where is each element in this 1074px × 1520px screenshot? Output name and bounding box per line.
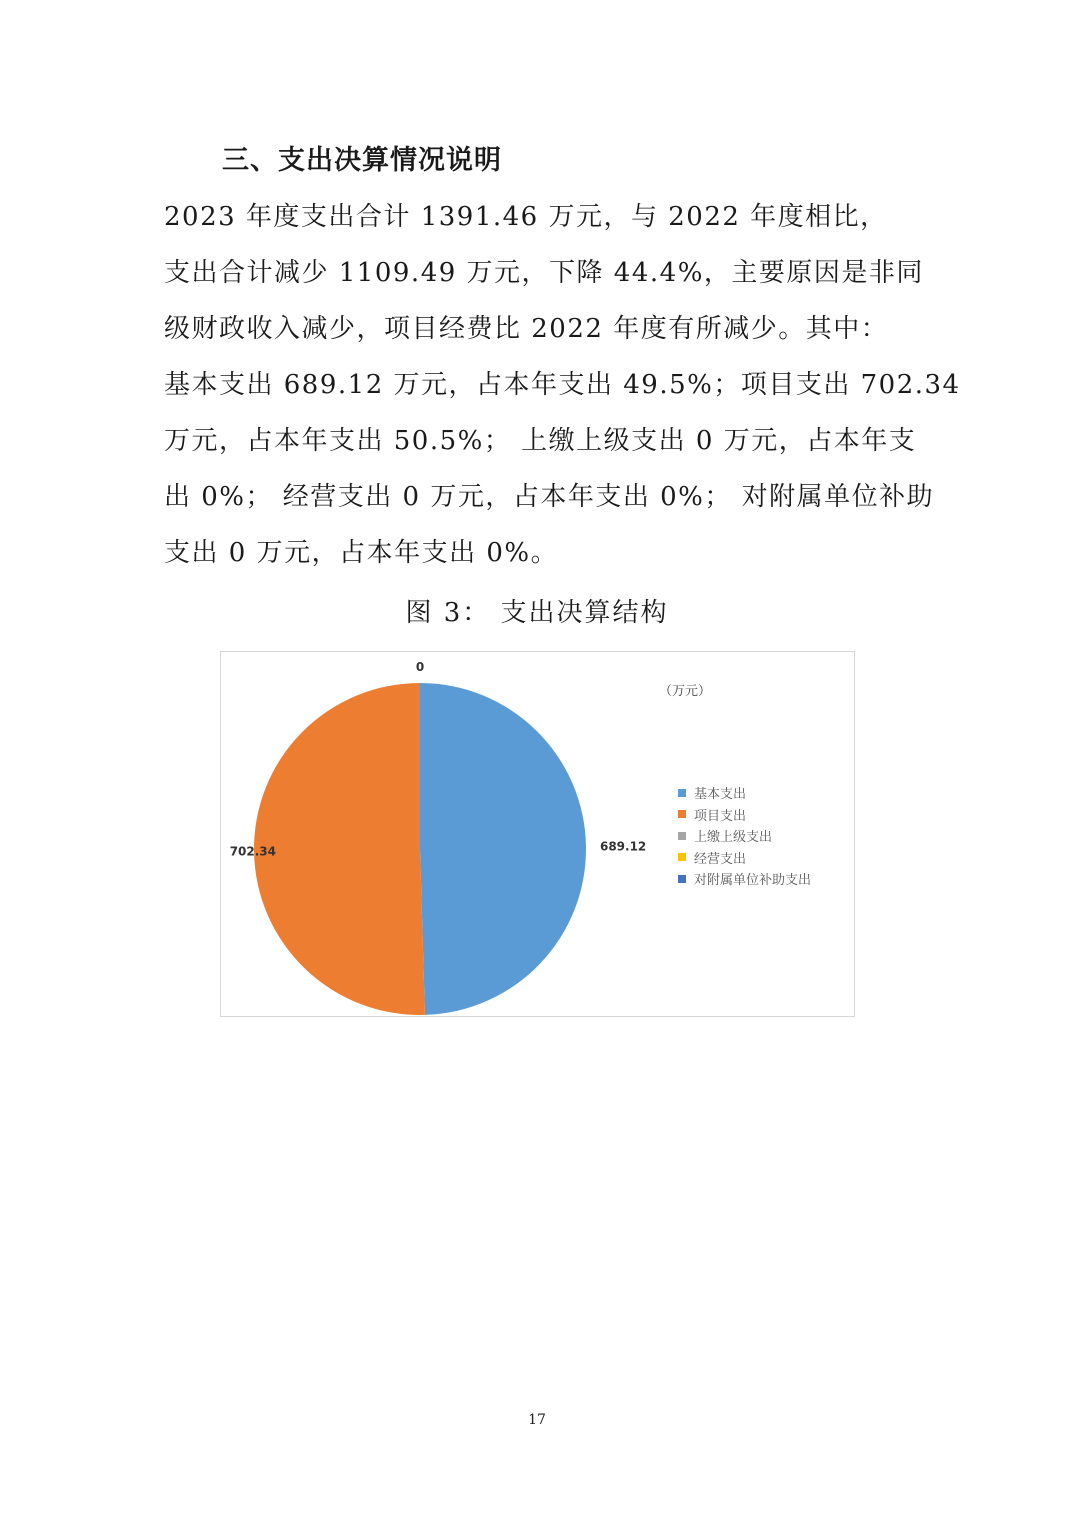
legend-swatch	[678, 875, 686, 883]
legend-swatch	[678, 789, 686, 797]
paragraph-line: 基本支出 689.12 万元，占本年支出 49.5%；项目支出 702.34	[164, 370, 961, 400]
paragraph-line: 2023 年度支出合计 1391.46 万元，与 2022 年度相比，	[164, 202, 888, 232]
section-heading: 三、支出决算情况说明	[222, 145, 502, 176]
data-label: 689.12	[599, 839, 647, 854]
paragraph-line: 万元，占本年支出 50.5%； 上缴上级支出 0 万元，占本年支	[164, 426, 917, 456]
paragraph-line: 出 0%； 经营支出 0 万元，占本年支出 0%； 对附属单位补助	[164, 482, 935, 512]
pie-slice	[420, 683, 586, 1015]
legend-label: 项目支出	[694, 808, 747, 824]
paragraph-line: 级财政收入减少，项目经费比 2022 年度有所减少。其中：	[164, 314, 889, 344]
legend-label: 基本支出	[694, 787, 747, 803]
chart-legend	[678, 782, 811, 890]
pie-slice	[254, 683, 425, 1015]
legend-label: 上缴上级支出	[694, 830, 773, 846]
legend-label: 经营支出	[694, 851, 747, 867]
legend-item	[678, 847, 811, 869]
legend-item	[678, 804, 811, 826]
legend-swatch	[678, 832, 686, 840]
data-label: 0	[415, 660, 425, 674]
legend-item	[678, 782, 811, 804]
unit-label: （万元）	[659, 684, 712, 699]
data-label: 702.34	[229, 844, 277, 859]
legend-swatch	[678, 810, 686, 818]
paragraph-line: 支出 0 万元，占本年支出 0%。	[164, 538, 559, 568]
legend-label: 对附属单位补助支出	[694, 873, 812, 889]
legend-item	[678, 825, 811, 847]
page-number: 17	[528, 1412, 546, 1428]
paragraph-line: 支出合计减少 1109.49 万元，下降 44.4%，主要原因是非同	[164, 258, 924, 288]
pie-chart	[220, 651, 855, 1017]
figure-caption: 图 3： 支出决算结构	[405, 598, 669, 628]
legend-item	[678, 868, 811, 890]
legend-swatch	[678, 853, 686, 861]
